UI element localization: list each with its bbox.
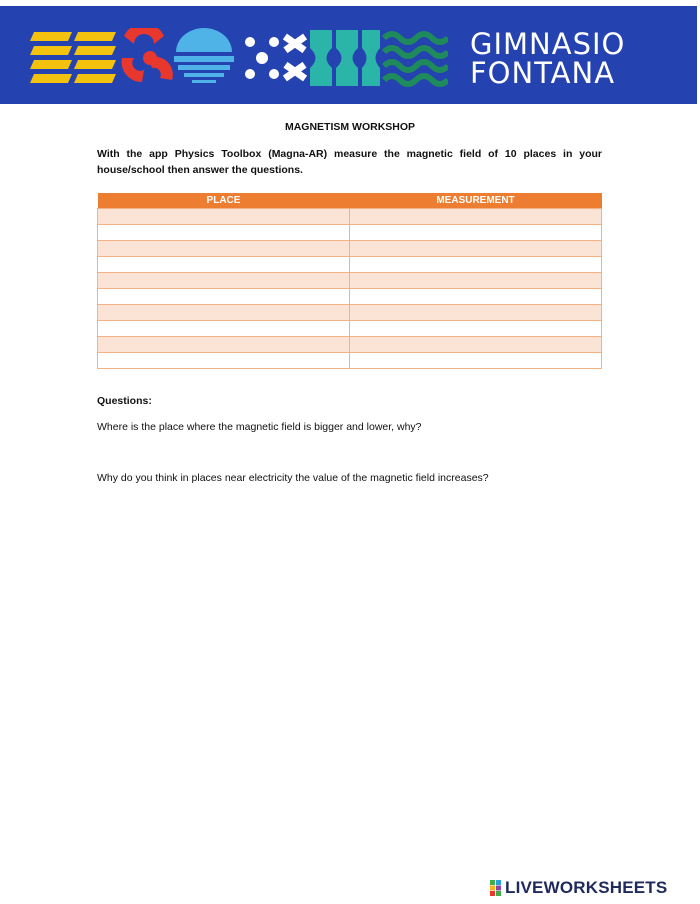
place-cell[interactable]: [98, 337, 350, 353]
measurement-cell[interactable]: [350, 225, 602, 241]
measurement-cell[interactable]: [350, 321, 602, 337]
table-row: [98, 353, 602, 369]
place-cell[interactable]: [98, 241, 350, 257]
table-row: [98, 257, 602, 273]
table-row: [98, 337, 602, 353]
place-cell[interactable]: [98, 257, 350, 273]
measurement-cell[interactable]: [350, 209, 602, 225]
question-1: Where is the place where the magnetic field is bigger and lower, why?: [97, 421, 422, 433]
table-row: [98, 305, 602, 321]
column-header-measurement: MEASUREMENT: [350, 193, 602, 209]
place-cell[interactable]: [98, 353, 350, 369]
measurement-cell[interactable]: [350, 257, 602, 273]
table-row: [98, 273, 602, 289]
intro-instructions: With the app Physics Toolbox (Magna-AR) measure the magnetic field of 10 places in your house/school then answer the questions.: [97, 148, 602, 176]
place-cell[interactable]: [98, 273, 350, 289]
place-cell[interactable]: [98, 321, 350, 337]
place-cell[interactable]: [98, 209, 350, 225]
table-row: [98, 209, 602, 225]
measurement-cell[interactable]: [350, 305, 602, 321]
school-name: [470, 27, 626, 90]
liveworksheets-label: LIVEWORKSHEETS: [505, 878, 668, 897]
place-cell[interactable]: [98, 289, 350, 305]
measurement-table: [97, 193, 602, 369]
school-name-line2: FONTANA: [470, 56, 616, 90]
measurement-cell[interactable]: [350, 337, 602, 353]
liveworksheets-logo-icon: [490, 880, 502, 896]
page-title: MAGNETISM WORKSHOP: [284, 121, 416, 133]
table-row: [98, 225, 602, 241]
place-cell[interactable]: [98, 225, 350, 241]
measurement-cell[interactable]: [350, 289, 602, 305]
question-2: Why do you think in places near electricity the value of the magnetic field increases?: [97, 472, 489, 484]
table-row: [98, 241, 602, 257]
place-cell[interactable]: [98, 305, 350, 321]
header-banner: [0, 6, 697, 104]
column-header-place: PLACE: [98, 193, 350, 209]
questions-heading: Questions:: [97, 395, 152, 407]
measurement-cell[interactable]: [350, 273, 602, 289]
measurement-cell[interactable]: [350, 353, 602, 369]
school-name-line1: GIMNASIO: [470, 27, 626, 61]
table-row: [98, 289, 602, 305]
liveworksheets-brand: [490, 878, 667, 898]
measurement-cell[interactable]: [350, 241, 602, 257]
table-row: [98, 321, 602, 337]
gimnasio-fontana-logo-icon: [28, 28, 448, 88]
